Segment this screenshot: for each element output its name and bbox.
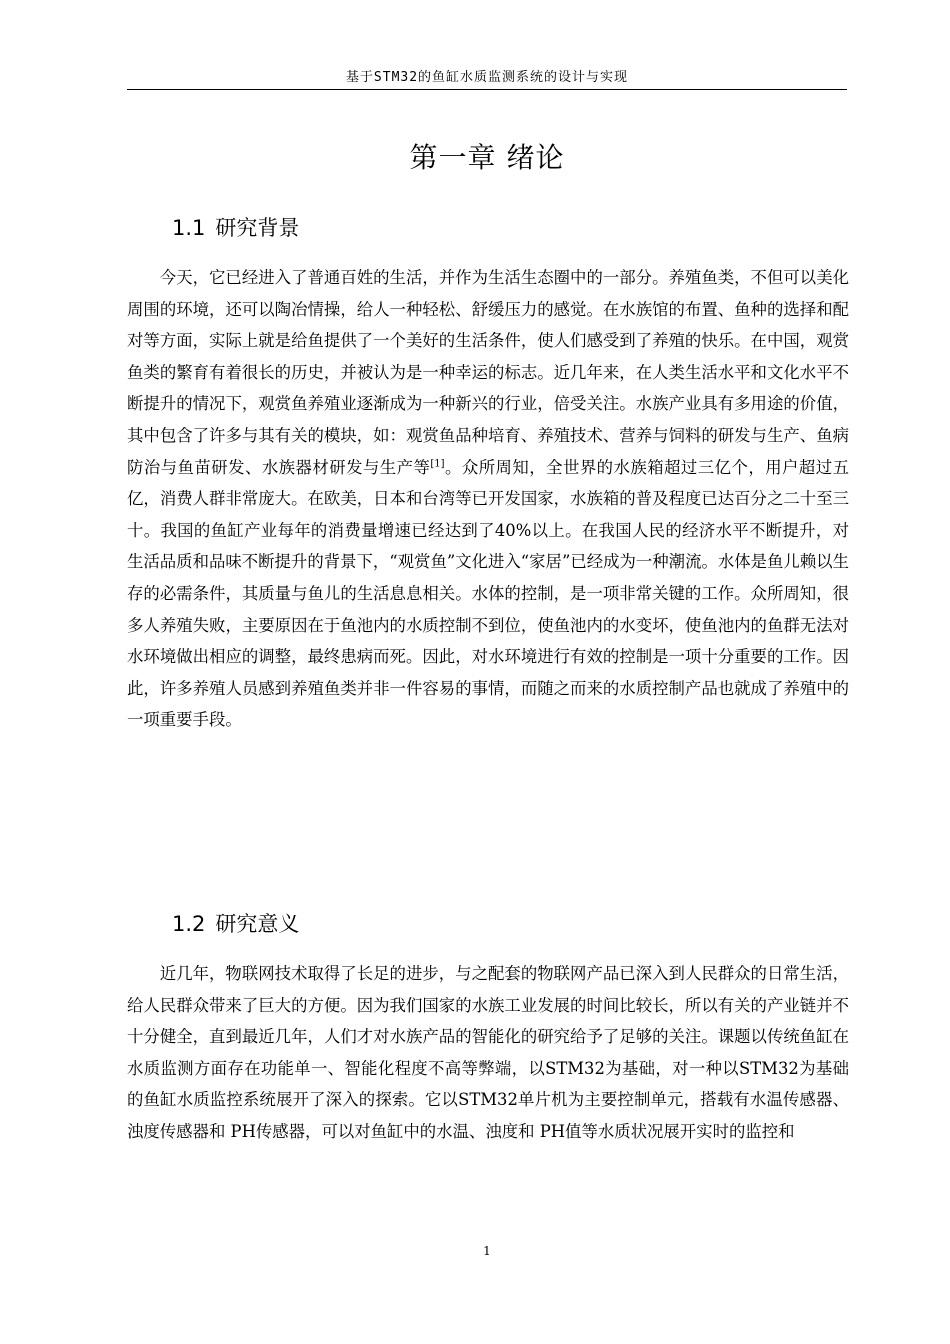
section-title-text: 研究意义 xyxy=(215,912,300,936)
section-heading-1-1 xyxy=(172,214,299,242)
citation-reference: [1] xyxy=(430,458,445,470)
paragraph-text: 。众所周知，全世界的水族箱超过三亿个，用户超过五亿，消费人群非常庞大。在欧美，日本和台湾等已开发国家，水族箱的普及程度已达百分之二十至三十。我国的鱼缸产业每年的消费量增速已经达到了40%以上。在我国人民的经济水平不断提升，对生活品质和品味不断提升的背景下，“观赏鱼”文化进入“家居”已经成为一种潮流。水体是鱼儿赖以生存的必需条件，其质量与鱼儿的生活息息相关。水体的控制，是一项非常关键的工作。众所周知，很多人养殖失败，主要原因在于鱼池内的水质控制不到位，使鱼池内的水变坏，使鱼池内的鱼群无法对水环境做出相应的调整，最终患病而死。因此，对水环境进行有效的控制是一项十分重要的工作。因此，许多养殖人员感到养殖鱼类并非一件容易的事情，而随之而来的水质控制产品也就成了养殖中的一项重要手段。 xyxy=(127,457,850,730)
paragraph-research-background xyxy=(127,262,849,736)
page-number: 1 xyxy=(483,1244,491,1258)
section-number: 1.1 xyxy=(172,216,206,240)
header-rule xyxy=(127,89,847,90)
chapter-title: 第一章 绪论 xyxy=(409,141,565,174)
paragraph-research-significance: 近几年，物联网技术取得了长足的进步，与之配套的物联网产品已深入到人民群众的日常生活，给人民群众带来了巨大的方便。因为我们国家的水族工业发展的时间比较长，所以有关的产业链并不十分健全，直到最近几年，人们才对水族产品的智能化的研究给予了足够的关注。课题以传统鱼缸在水质监测方面存在功能单一、智能化程度不高等弊端，以STM32为基础，对一种以STM32为基础的鱼缸水质监控系统展开了深入的探索。它以STM32单片机为主要控制单元，搭载有水温传感器、浊度传感器和 PH传感器，可以对鱼缸中的水温、浊度和 PH值等水质状况展开实时的监控和 xyxy=(127,964,849,1141)
section-title-text: 研究背景 xyxy=(215,216,300,240)
paragraph-text: 今天，它已经进入了普通百姓的生活，并作为生活生态圈中的一部分。养殖鱼类，不但可以美化周围的环境，还可以陶冶情操，给人一种轻松、舒缓压力的感觉。在水族馆的布置、鱼种的选择和配对等方面，实际上就是给鱼提供了一个美好的生活条件，使人们感受到了养殖的快乐。在中国，观赏鱼类的繁育有着很长的历史，并被认为是一种幸运的标志。近几年来，在人类生活水平和文化水平不断提升的情况下，观赏鱼养殖业逐渐成为一种新兴的行业，倍受关注。水族产业具有多用途的价值，其中包含了许多与其有关的模块，如：观赏鱼品种培育、养殖技术、营养与饲料的研发与生产、鱼病防治与鱼苗研发、水族器材研发与生产等 xyxy=(127,268,849,477)
running-header: 基于STM32的鱼缸水质监测系统的设计与实现 xyxy=(345,70,629,85)
section-heading-1-2 xyxy=(172,910,299,938)
section-number: 1.2 xyxy=(172,912,206,936)
